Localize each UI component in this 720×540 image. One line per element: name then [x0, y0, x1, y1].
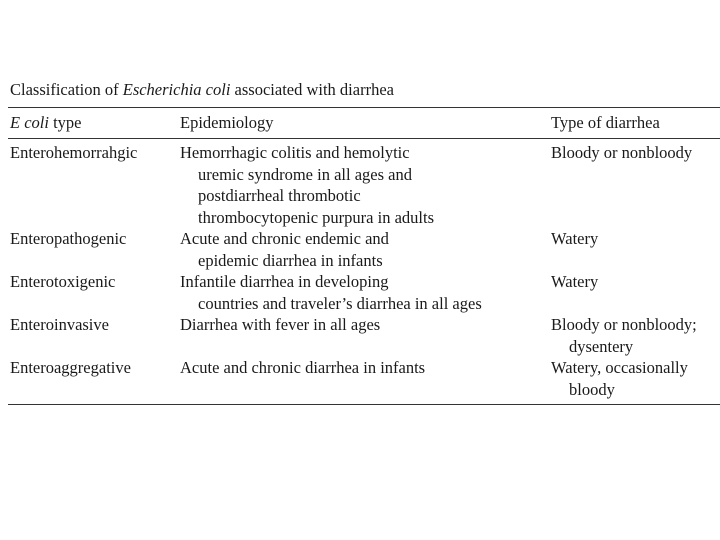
- cell-epidemiology: [180, 357, 425, 379]
- cell-diarrhea: [551, 314, 697, 357]
- diarrhea-line: Watery, occasionally: [551, 358, 688, 377]
- cell-type: Enteropathogenic: [10, 229, 127, 248]
- epi-line: countries and traveler’s diarrhea in all ages: [198, 293, 482, 313]
- header-type: [10, 112, 82, 134]
- cell-type: Enterohemorrahgic: [10, 143, 138, 162]
- epi-line: Acute and chronic diarrhea in infants: [180, 358, 426, 377]
- epi-line: epidemic diarrhea in infants: [198, 250, 383, 270]
- cell-type: Enteroaggregative: [10, 358, 131, 377]
- diarrhea-line: Bloody or nonbloody: [551, 143, 693, 162]
- header-diarrhea: Type of diarrhea: [551, 113, 660, 132]
- cell-epidemiology: [180, 142, 434, 228]
- caption-species: Escherichia coli: [122, 80, 231, 99]
- epi-line: Diarrhea with fever in all ages: [180, 315, 381, 334]
- caption-suffix: associated with diarrhea: [230, 80, 394, 99]
- cell-type: Enteroinvasive: [10, 315, 109, 334]
- epi-line: Infantile diarrhea in developing: [180, 272, 389, 291]
- table-body: [8, 139, 720, 400]
- table-row: [8, 357, 720, 400]
- caption-prefix: Classification of: [10, 80, 123, 99]
- cell-type: Enterotoxigenic: [10, 272, 116, 291]
- header-type-italic: E coli: [10, 113, 49, 132]
- table-row: [8, 142, 720, 228]
- diarrhea-line: bloody: [569, 379, 615, 399]
- cell-diarrhea: [551, 228, 598, 250]
- diarrhea-line: dysentery: [569, 336, 634, 356]
- header-type-rest: type: [48, 113, 82, 132]
- cell-epidemiology: [180, 228, 389, 271]
- cell-diarrhea: [551, 142, 692, 164]
- cell-diarrhea: [551, 357, 688, 400]
- table-caption: [8, 80, 720, 100]
- table-row: [8, 271, 720, 314]
- bottom-rule: [8, 404, 720, 405]
- diarrhea-line: Watery: [551, 272, 599, 291]
- header-epidemiology: Epidemiology: [180, 113, 274, 132]
- header-row: [8, 108, 720, 138]
- table-row: [8, 228, 720, 271]
- epi-line: uremic syndrome in all ages and: [198, 164, 412, 184]
- diarrhea-line: Watery: [551, 229, 599, 248]
- cell-epidemiology: [180, 271, 482, 314]
- cell-diarrhea: [551, 271, 598, 293]
- cell-epidemiology: [180, 314, 380, 336]
- epi-line: postdiarrheal thrombotic: [198, 186, 361, 205]
- epi-line: Hemorrhagic colitis and hemolytic: [180, 143, 410, 162]
- diarrhea-line: Bloody or nonbloody;: [551, 315, 697, 334]
- classification-table: [8, 80, 720, 405]
- epi-line: Acute and chronic endemic and: [180, 229, 389, 248]
- epi-line: thrombocytopenic purpura in adults: [198, 207, 434, 227]
- table-row: [8, 314, 720, 357]
